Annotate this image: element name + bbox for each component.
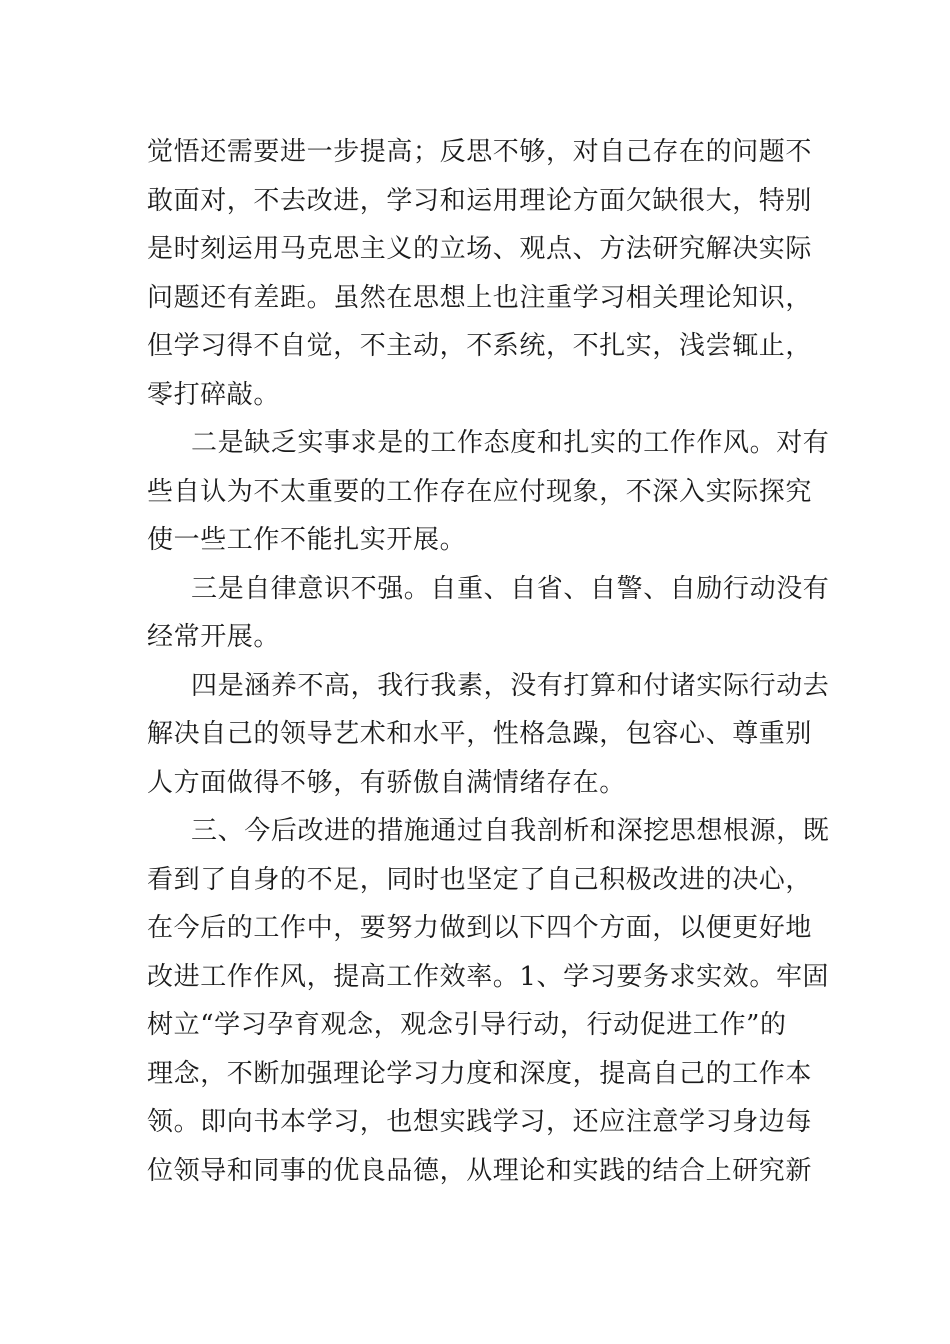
text-line: 四是涵养不高，我行我素，没有打算和付诸实际行动去 (191, 670, 830, 701)
text-line: 三、今后改进的措施通过自我剖析和深挖思想根源，既 (191, 816, 830, 846)
text-line: 解决自己的领导艺术和水平，性格急躁，包容心、尊重别 (147, 719, 813, 749)
text-line: 改进工作作风，提高工作效率。1、学习要务求实效。牢固 (147, 961, 830, 992)
text-line: 但学习得不自觉，不主动，不系统，不扎实，浅尝辄止， (147, 331, 813, 361)
paragraph-4 (147, 662, 830, 808)
text-line: 些自认为不太重要的工作存在应付现象，不深入实际探究 (147, 476, 813, 507)
text-line: 在今后的工作中，要努力做到以下四个方面，以便更好地 (147, 913, 813, 943)
paragraph-1 (147, 128, 817, 419)
text-line: 觉悟还需要进一步提高；反思不够，对自己存在的问题不 (147, 137, 813, 167)
text-line: 看到了自身的不足，同时也坚定了自己积极改进的决心， (147, 864, 813, 895)
text-line: 位领导和同事的优良品德，从理论和实践的结合上研究新 (147, 1155, 813, 1186)
text-line: 人方面做得不够，有骄傲自满情绪存在。 (147, 767, 626, 798)
text-line: 是时刻运用马克思主义的立场、观点、方法研究解决实际 (147, 234, 813, 264)
text-line: 三是自律意识不强。自重、自省、自警、自励行动没有 (191, 573, 830, 604)
text-line: 经常开展。 (147, 622, 281, 652)
paragraph-3 (147, 565, 830, 662)
paragraph-2 (147, 419, 830, 565)
text-line: 树立“学习孕育观念，观念引导行动，行动促进工作”的 (147, 1010, 787, 1040)
document-body (147, 128, 830, 1195)
text-line: 理念，不断加强理论学习力度和深度，提高自己的工作本 (147, 1058, 813, 1089)
text-line: 敢面对，不去改进，学习和运用理论方面欠缺很大，特别 (147, 185, 813, 216)
text-line: 领。即向书本学习，也想实践学习，还应注意学习身边每 (147, 1107, 813, 1137)
text-line: 二是缺乏实事求是的工作态度和扎实的工作作风。对有 (191, 428, 830, 458)
paragraph-5 (147, 807, 830, 1195)
text-line: 零打碎敲。 (147, 379, 281, 410)
text-line: 问题还有差距。虽然在思想上也注重学习相关理论知识， (147, 282, 813, 313)
text-line: 使一些工作不能扎实开展。 (147, 525, 467, 555)
